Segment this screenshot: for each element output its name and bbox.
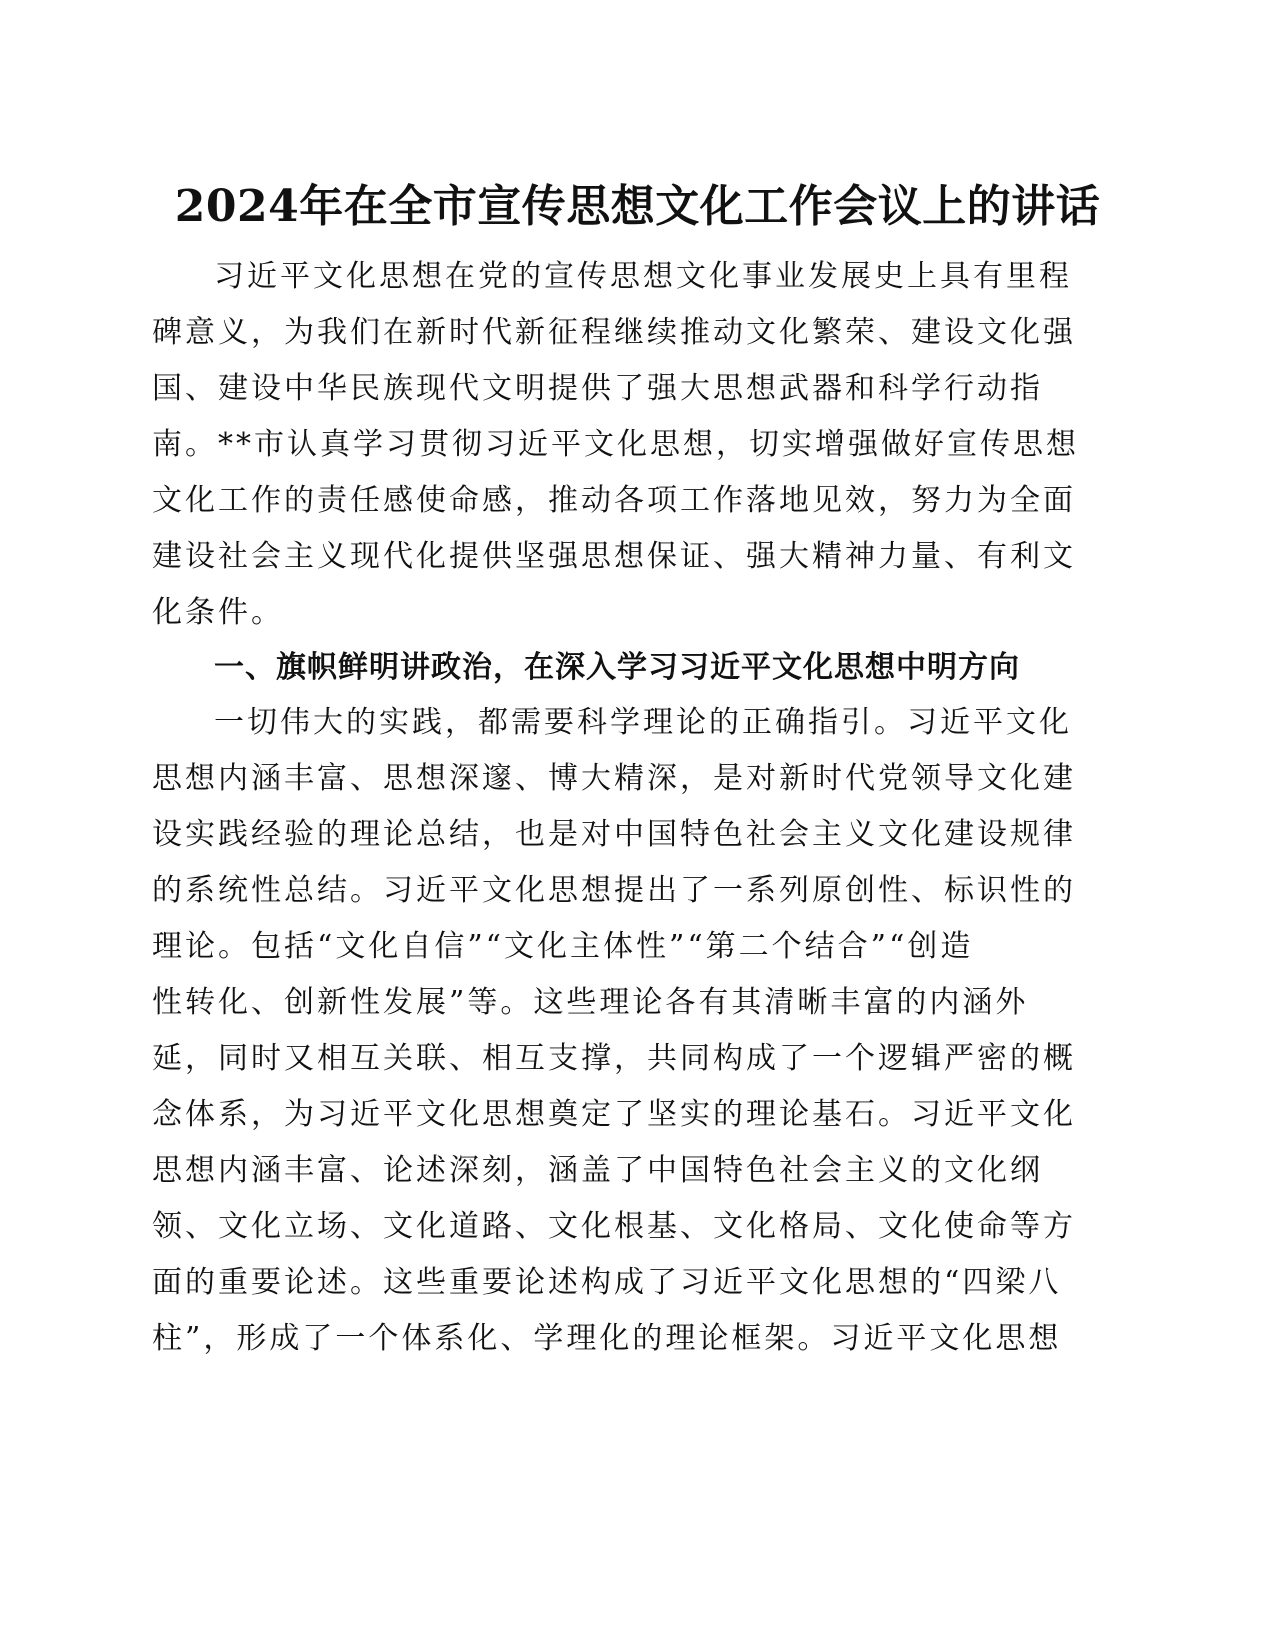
paragraph-line: 习近平文化思想在党的宣传思想文化事业发展史上具有里程 [214, 259, 1072, 294]
paragraph-line: 思想内涵丰富、思想深邃、博大精深，是对新时代党领导文化建 [152, 761, 1076, 796]
document-title: 2024年在全市宣传思想文化工作会议上的讲话 [174, 181, 1101, 232]
paragraph-line: 面的重要论述。这些重要论述构成了习近平文化思想的“四梁八 [152, 1265, 1062, 1300]
section-heading: 一、旗帜鲜明讲政治，在深入学习习近平文化思想中明方向 [214, 650, 1020, 685]
paragraph-line: 柱”，形成了一个体系化、学理化的理论框架。习近平文化思想 [152, 1321, 1062, 1356]
paragraph-line: 念体系，为习近平文化思想奠定了坚实的理论基石。习近平文化 [152, 1097, 1076, 1132]
paragraph-line: 碑意义，为我们在新时代新征程继续推动文化繁荣、建设文化强 [152, 315, 1076, 350]
paragraph-line: 延，同时又相互关联、相互支撑，共同构成了一个逻辑严密的概 [152, 1041, 1076, 1076]
paragraph-line: 设实践经验的理论总结，也是对中国特色社会主义文化建设规律 [152, 817, 1076, 852]
paragraph-line: 思想内涵丰富、论述深刻，涵盖了中国特色社会主义的文化纲 [152, 1153, 1043, 1188]
paragraph-line: 化条件。 [152, 595, 284, 630]
paragraph-line: 南。**市认真学习贯彻习近平文化思想，切实增强做好宣传思想 [152, 427, 1079, 462]
paragraph-line: 的系统性总结。习近平文化思想提出了一系列原创性、标识性的 [152, 873, 1076, 908]
paragraph-line: 理论。包括“文化自信”“文化主体性”“第二个结合”“创造 [152, 929, 974, 964]
paragraph-line: 国、建设中华民族现代文明提供了强大思想武器和科学行动指 [152, 371, 1043, 406]
paragraph-line: 文化工作的责任感使命感，推动各项工作落地见效，努力为全面 [152, 483, 1076, 518]
paragraph-line: 领、文化立场、文化道路、文化根基、文化格局、文化使命等方 [152, 1209, 1076, 1244]
paragraph-line: 建设社会主义现代化提供坚强思想保证、强大精神力量、有利文 [152, 539, 1076, 574]
paragraph-line: 性转化、创新性发展”等。这些理论各有其清晰丰富的内涵外 [152, 985, 1029, 1020]
paragraph-line: 一切伟大的实践，都需要科学理论的正确指引。习近平文化 [214, 705, 1072, 740]
